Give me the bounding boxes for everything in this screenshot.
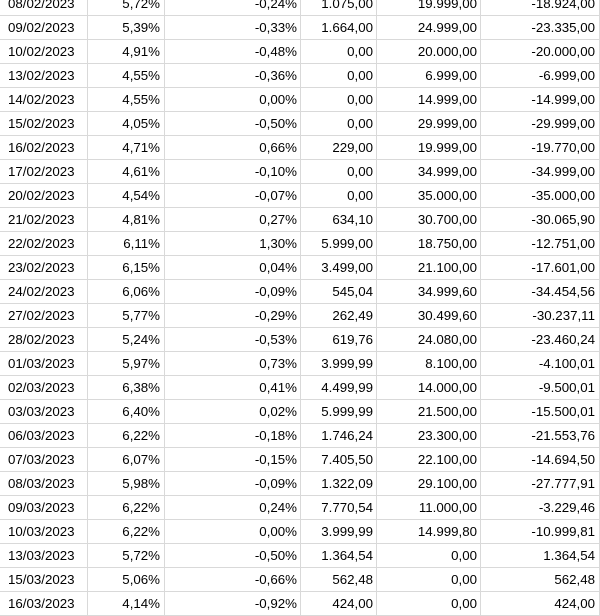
cell-value-b[interactable]: 35.000,00 (377, 184, 481, 207)
cell-date[interactable]: 15/02/2023 (0, 112, 88, 135)
cell-date[interactable]: 15/03/2023 (0, 568, 88, 591)
cell-value-balance[interactable]: -29.999,00 (481, 112, 600, 135)
cell-date[interactable]: 28/02/2023 (0, 328, 88, 351)
table-row (0, 448, 600, 472)
cell-percent[interactable]: 6,22% (88, 496, 165, 519)
table-row (0, 184, 600, 208)
cell-value-balance[interactable]: -30.065,90 (481, 208, 600, 231)
cell-value-a[interactable]: 0,00 (301, 88, 377, 111)
cell-value-b[interactable]: 11.000,00 (377, 496, 481, 519)
table-row (0, 0, 600, 16)
cell-value-a[interactable]: 619,76 (301, 328, 377, 351)
cell-percent[interactable]: 5,39% (88, 16, 165, 39)
cell-value-a[interactable]: 5.999,99 (301, 400, 377, 423)
cell-value-a[interactable]: 0,00 (301, 64, 377, 87)
cell-date[interactable]: 20/02/2023 (0, 184, 88, 207)
cell-value-balance[interactable]: -21.553,76 (481, 424, 600, 447)
cell-date[interactable]: 13/03/2023 (0, 544, 88, 567)
cell-percent-change[interactable]: 0,41% (165, 376, 301, 399)
cell-percent-change[interactable]: 0,73% (165, 352, 301, 375)
cell-percent-change[interactable]: 0,66% (165, 136, 301, 159)
cell-percent-change[interactable]: 0,24% (165, 496, 301, 519)
cell-value-b[interactable]: 30.700,00 (377, 208, 481, 231)
cell-value-balance[interactable]: -14.999,00 (481, 88, 600, 111)
cell-value-balance[interactable]: -9.500,01 (481, 376, 600, 399)
cell-percent-change[interactable]: -0,92% (165, 592, 301, 615)
cell-value-a[interactable]: 1.664,00 (301, 16, 377, 39)
table-row (0, 400, 600, 424)
cell-value-balance[interactable]: 562,48 (481, 568, 600, 591)
cell-value-a[interactable]: 4.499,99 (301, 376, 377, 399)
cell-value-balance[interactable]: -4.100,01 (481, 352, 600, 375)
cell-value-b[interactable]: 0,00 (377, 544, 481, 567)
cell-percent-change[interactable]: 0,27% (165, 208, 301, 231)
cell-percent[interactable]: 4,14% (88, 592, 165, 615)
cell-value-b[interactable]: 29.999,00 (377, 112, 481, 135)
cell-value-b[interactable]: 29.100,00 (377, 472, 481, 495)
cell-value-a[interactable]: 562,48 (301, 568, 377, 591)
cell-percent-change[interactable]: 0,04% (165, 256, 301, 279)
cell-percent[interactable]: 6,07% (88, 448, 165, 471)
table-row (0, 256, 600, 280)
cell-value-b[interactable]: 18.750,00 (377, 232, 481, 255)
cell-value-a[interactable]: 0,00 (301, 112, 377, 135)
cell-value-a[interactable]: 1.746,24 (301, 424, 377, 447)
cell-date[interactable]: 09/02/2023 (0, 16, 88, 39)
table-row (0, 352, 600, 376)
cell-percent-change[interactable]: -0,50% (165, 112, 301, 135)
cell-percent-change[interactable]: -0,24% (165, 0, 301, 15)
cell-value-balance[interactable]: -15.500,01 (481, 400, 600, 423)
cell-date[interactable]: 21/02/2023 (0, 208, 88, 231)
table-row (0, 208, 600, 232)
table-row (0, 16, 600, 40)
cell-value-a[interactable]: 0,00 (301, 160, 377, 183)
cell-percent-change[interactable]: 0,02% (165, 400, 301, 423)
table-row (0, 424, 600, 448)
cell-value-balance[interactable]: -27.777,91 (481, 472, 600, 495)
cell-percent[interactable]: 6,22% (88, 520, 165, 543)
cell-value-a[interactable]: 5.999,00 (301, 232, 377, 255)
cell-percent[interactable]: 4,81% (88, 208, 165, 231)
cell-value-balance[interactable]: -34.454,56 (481, 280, 600, 303)
cell-value-b[interactable]: 21.500,00 (377, 400, 481, 423)
cell-value-b[interactable]: 14.999,80 (377, 520, 481, 543)
table-row (0, 64, 600, 88)
cell-value-a[interactable]: 7.770,54 (301, 496, 377, 519)
cell-date[interactable]: 16/02/2023 (0, 136, 88, 159)
cell-percent-change[interactable]: -0,09% (165, 280, 301, 303)
cell-percent[interactable]: 4,55% (88, 64, 165, 87)
cell-value-balance[interactable]: -3.229,46 (481, 496, 600, 519)
cell-value-b[interactable]: 24.999,00 (377, 16, 481, 39)
cell-date[interactable]: 01/03/2023 (0, 352, 88, 375)
cell-value-a[interactable]: 3.999,99 (301, 520, 377, 543)
cell-date[interactable]: 22/02/2023 (0, 232, 88, 255)
cell-date[interactable]: 06/03/2023 (0, 424, 88, 447)
cell-date[interactable]: 14/02/2023 (0, 88, 88, 111)
cell-percent[interactable]: 6,15% (88, 256, 165, 279)
cell-date[interactable]: 23/02/2023 (0, 256, 88, 279)
cell-percent[interactable]: 4,55% (88, 88, 165, 111)
cell-date[interactable]: 10/03/2023 (0, 520, 88, 543)
cell-value-balance[interactable]: -35.000,00 (481, 184, 600, 207)
cell-value-balance[interactable]: -17.601,00 (481, 256, 600, 279)
cell-date[interactable]: 24/02/2023 (0, 280, 88, 303)
cell-value-balance[interactable]: -18.924,00 (481, 0, 600, 15)
cell-percent[interactable]: 5,77% (88, 304, 165, 327)
cell-value-a[interactable]: 229,00 (301, 136, 377, 159)
cell-value-a[interactable]: 0,00 (301, 40, 377, 63)
cell-value-balance[interactable]: -19.770,00 (481, 136, 600, 159)
cell-percent-change[interactable]: -0,07% (165, 184, 301, 207)
table-row (0, 472, 600, 496)
cell-value-balance[interactable]: 1.364,54 (481, 544, 600, 567)
cell-value-b[interactable]: 0,00 (377, 592, 481, 615)
table-row (0, 88, 600, 112)
cell-value-b[interactable]: 20.000,00 (377, 40, 481, 63)
cell-value-balance[interactable]: -14.694,50 (481, 448, 600, 471)
cell-value-balance[interactable]: -23.460,24 (481, 328, 600, 351)
cell-value-balance[interactable]: -23.335,00 (481, 16, 600, 39)
cell-percent[interactable]: 4,91% (88, 40, 165, 63)
cell-value-balance[interactable]: -6.999,00 (481, 64, 600, 87)
cell-value-a[interactable]: 1.322,09 (301, 472, 377, 495)
cell-percent-change[interactable]: -0,48% (165, 40, 301, 63)
cell-value-a[interactable]: 262,49 (301, 304, 377, 327)
cell-percent[interactable]: 4,71% (88, 136, 165, 159)
cell-value-b[interactable]: 8.100,00 (377, 352, 481, 375)
table-row (0, 592, 600, 616)
cell-value-b[interactable]: 34.999,60 (377, 280, 481, 303)
cell-percent[interactable]: 4,54% (88, 184, 165, 207)
cell-value-balance[interactable]: -20.000,00 (481, 40, 600, 63)
table-row (0, 232, 600, 256)
cell-value-balance[interactable]: -34.999,00 (481, 160, 600, 183)
cell-percent-change[interactable]: -0,09% (165, 472, 301, 495)
cell-percent-change[interactable]: -0,29% (165, 304, 301, 327)
cell-percent[interactable]: 5,06% (88, 568, 165, 591)
cell-value-b[interactable]: 22.100,00 (377, 448, 481, 471)
table-row (0, 112, 600, 136)
table-row (0, 280, 600, 304)
cell-value-a[interactable]: 3.999,99 (301, 352, 377, 375)
cell-percent-change[interactable]: 0,00% (165, 520, 301, 543)
cell-percent-change[interactable]: -0,10% (165, 160, 301, 183)
cell-date[interactable]: 17/02/2023 (0, 160, 88, 183)
cell-date[interactable]: 16/03/2023 (0, 592, 88, 615)
cell-date[interactable]: 08/02/2023 (0, 0, 88, 15)
table-row (0, 328, 600, 352)
cell-date[interactable]: 09/03/2023 (0, 496, 88, 519)
cell-value-b[interactable]: 24.080,00 (377, 328, 481, 351)
table-row (0, 520, 600, 544)
cell-percent-change[interactable]: -0,36% (165, 64, 301, 87)
cell-percent-change[interactable]: -0,50% (165, 544, 301, 567)
table-row (0, 40, 600, 64)
cell-value-b[interactable]: 14.999,00 (377, 88, 481, 111)
cell-value-a[interactable]: 545,04 (301, 280, 377, 303)
cell-percent-change[interactable]: -0,33% (165, 16, 301, 39)
table-row (0, 544, 600, 568)
table-row (0, 304, 600, 328)
cell-value-a[interactable]: 634,10 (301, 208, 377, 231)
cell-date[interactable]: 03/03/2023 (0, 400, 88, 423)
cell-value-b[interactable]: 6.999,00 (377, 64, 481, 87)
cell-percent[interactable]: 5,72% (88, 544, 165, 567)
cell-value-balance[interactable]: -10.999,81 (481, 520, 600, 543)
cell-percent-change[interactable]: 1,30% (165, 232, 301, 255)
cell-percent-change[interactable]: -0,53% (165, 328, 301, 351)
cell-percent[interactable]: 6,06% (88, 280, 165, 303)
cell-value-b[interactable]: 34.999,00 (377, 160, 481, 183)
cell-value-b[interactable]: 14.000,00 (377, 376, 481, 399)
cell-value-balance[interactable]: -30.237,11 (481, 304, 600, 327)
cell-percent[interactable]: 5,24% (88, 328, 165, 351)
cell-value-b[interactable]: 21.100,00 (377, 256, 481, 279)
cell-value-b[interactable]: 0,00 (377, 568, 481, 591)
cell-percent-change[interactable]: 0,00% (165, 88, 301, 111)
table-row (0, 376, 600, 400)
cell-value-a[interactable]: 424,00 (301, 592, 377, 615)
cell-value-a[interactable]: 3.499,00 (301, 256, 377, 279)
cell-percent[interactable]: 6,22% (88, 424, 165, 447)
cell-date[interactable]: 27/02/2023 (0, 304, 88, 327)
table-row (0, 136, 600, 160)
cell-value-b[interactable]: 23.300,00 (377, 424, 481, 447)
cell-percent[interactable]: 6,40% (88, 400, 165, 423)
cell-percent[interactable]: 5,98% (88, 472, 165, 495)
cell-value-b[interactable]: 19.999,00 (377, 0, 481, 15)
cell-percent-change[interactable]: -0,18% (165, 424, 301, 447)
cell-value-a[interactable]: 1.075,00 (301, 0, 377, 15)
cell-date[interactable]: 08/03/2023 (0, 472, 88, 495)
cell-value-a[interactable]: 1.364,54 (301, 544, 377, 567)
cell-value-a[interactable]: 0,00 (301, 184, 377, 207)
cell-value-balance[interactable]: 424,00 (481, 592, 600, 615)
cell-percent[interactable]: 6,38% (88, 376, 165, 399)
cell-date[interactable]: 07/03/2023 (0, 448, 88, 471)
cell-percent-change[interactable]: -0,15% (165, 448, 301, 471)
cell-value-a[interactable]: 7.405,50 (301, 448, 377, 471)
cell-value-b[interactable]: 19.999,00 (377, 136, 481, 159)
cell-date[interactable]: 02/03/2023 (0, 376, 88, 399)
cell-percent[interactable]: 4,61% (88, 160, 165, 183)
table-row (0, 160, 600, 184)
cell-percent[interactable]: 5,97% (88, 352, 165, 375)
cell-value-b[interactable]: 30.499,60 (377, 304, 481, 327)
cell-date[interactable]: 13/02/2023 (0, 64, 88, 87)
cell-value-balance[interactable]: -12.751,00 (481, 232, 600, 255)
cell-percent-change[interactable]: -0,66% (165, 568, 301, 591)
table-row (0, 496, 600, 520)
cell-percent[interactable]: 6,11% (88, 232, 165, 255)
cell-percent[interactable]: 4,05% (88, 112, 165, 135)
table-row (0, 568, 600, 592)
cell-date[interactable]: 10/02/2023 (0, 40, 88, 63)
cell-percent[interactable]: 5,72% (88, 0, 165, 15)
